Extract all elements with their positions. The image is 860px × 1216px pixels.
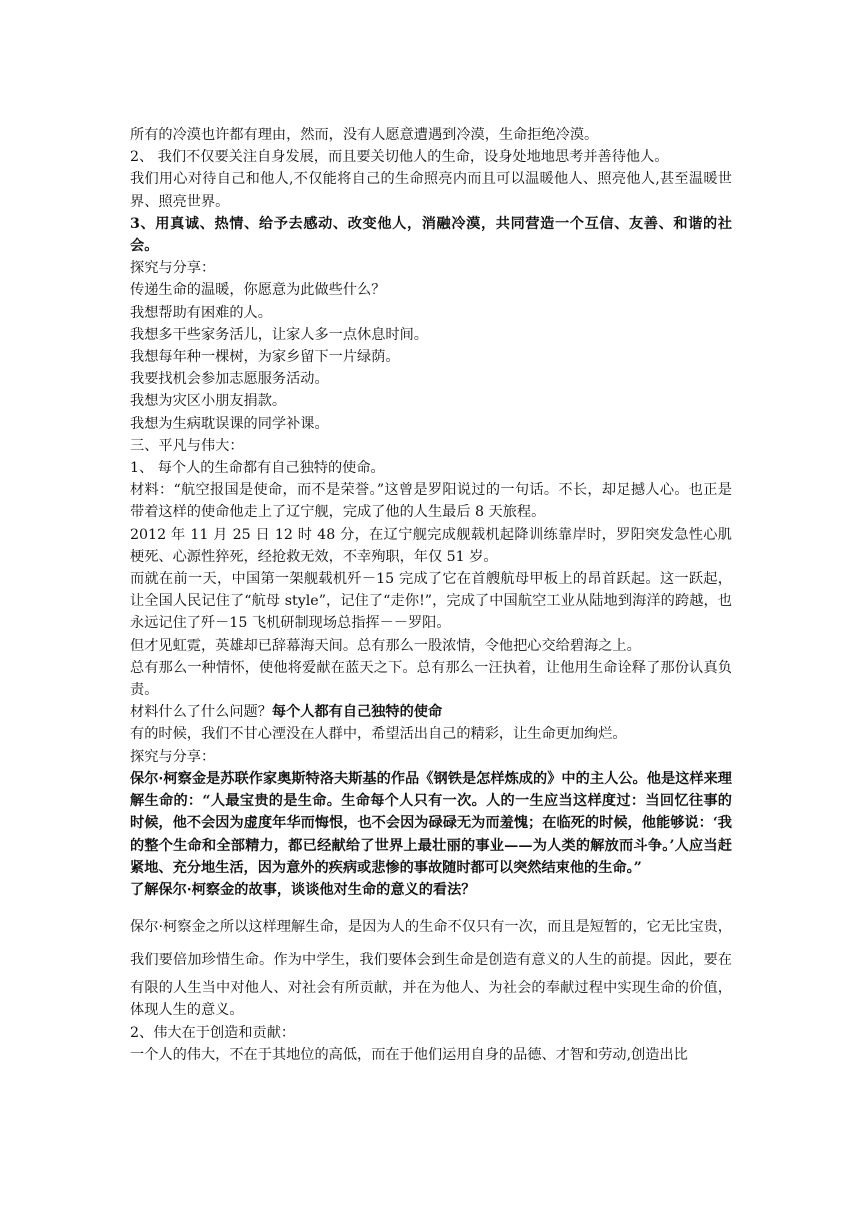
paragraph: 有的时候，我们不甘心湮没在人群中，希望活出自己的精彩，让生命更加绚烂。 bbox=[130, 726, 627, 743]
paragraph: 探究与分享： bbox=[130, 260, 216, 277]
paragraph: 我要找机会参加志愿服务活动。 bbox=[130, 371, 329, 388]
paragraph: 2012 年 11 月 25 日 12 时 48 分，在辽宁舰完成舰载机起降训练靠岸时，罗阳突发急性心肌梗死、心源性猝死，经抢救无效，不幸殉职，年仅 51 岁。 bbox=[130, 526, 732, 565]
section-heading: 三、平凡与伟大： bbox=[130, 437, 244, 454]
paragraph: 2、 我们不仅要关注自身发展，而且要关切他人的生命，设身处地地思考并善待他人。 bbox=[130, 149, 669, 166]
paragraph: 总有那么一种情怀，使他将爱献在蓝天之下。总有那么一汪执着，让他用生命诠释了那份认真负责。 bbox=[130, 659, 732, 699]
paragraph: 探究与分享： bbox=[130, 748, 216, 765]
paragraph: 1、 每个人的生命都有自己独特的使命。 bbox=[130, 460, 385, 477]
paragraph: 2、伟大在于创造和贡献： bbox=[130, 1024, 296, 1041]
paragraph: 我想为生病耽误课的同学补课。 bbox=[130, 415, 329, 432]
paragraph: 我想帮助有困难的人。 bbox=[130, 304, 272, 321]
paragraph-bold: 3、用真诚、热情、给予去感动、改变他人，消融冷漠，共同营造一个互信、友善、和谐的社会。 bbox=[130, 215, 732, 255]
paragraph: 我想多干些家务活儿，让家人多一点休息时间。 bbox=[130, 326, 428, 343]
answer-text-tall: 保尔·柯察金之所以这样理解生命，是因为人的生命不仅只有一次，而且是短暂的，它无比宝贵，我们要倍加珍惜生命。 bbox=[130, 919, 732, 969]
paragraph: 材料：“航空报国是使命，而不是荣誉。”这曾是罗阳说过的一句话。不长，却足撼人心。也正是带着这样的使命他走上了辽宁舰，完成了他的人生最后 8 天旅程。 bbox=[130, 482, 732, 521]
question-prefix: 材料什么了什么问题？ bbox=[130, 704, 272, 721]
paragraph: 一个人的伟大，不在于其地位的高低，而在于他们运用自身的品德、才智和劳动,创造出比 bbox=[130, 1046, 688, 1063]
paragraph-bold: 保尔·柯察金是苏联作家奥斯特洛夫斯基的作品《钢铁是怎样炼成的》中的主人公。他是这样来理解生命的：“人最宝贵的是生命。生命每个人只有一次。人的一生应当这样度过：当回忆往事的时候，他不会因为虚度年华而悔恨，也不会因为碌碌无为而羞愧；在临死的时候，他能够说：‘我的整个生命和全部精力，都已经献给了世界上最壮丽的事业——为人类的解放而斗争。’人应当赶紧地、充分地生活，因为意外的疾病或悲惨的事故随时都可以突然结束他的生命。” bbox=[130, 770, 732, 876]
paragraph: 传递生命的温暖，你愿意为此做些什么？ bbox=[130, 282, 386, 299]
answer-text: 作为中学生，我们要体会到生命是创造有意义的人生的前提。因此，要在有限的人生当中对他人、对社会有所贡献，并在为他人、为社会的奉献过程中实现生命的价值，体现人生的意义。 bbox=[130, 952, 732, 1019]
question-answer: 每个人都有自己独特的使命 bbox=[271, 704, 443, 721]
answer-paragraph bbox=[130, 911, 732, 1021]
paragraph: 我们用心对待自己和他人,不仅能将自己的生命照亮内而且可以温暖他人、照亮他人,甚至温暖世界、照亮世界。 bbox=[130, 171, 732, 210]
paragraph: 而就在前一天，中国第一架舰载机歼－15 完成了它在首艘航母甲板上的昂首跃起。这一跃起，让全国人民记住了“航母 style”，记住了“走你!”，完成了中国航空工业从陆地到海洋的跨越，也永远记住了歼－15 飞机研制现场总指挥－－罗阳。 bbox=[130, 571, 732, 632]
question-line bbox=[130, 701, 732, 723]
paragraph-bold: 了解保尔·柯察金的故事，谈谈他对生命的意义的看法？ bbox=[130, 881, 476, 898]
paragraph: 但才见虹霓，英雄却已辞幕海天间。总有那么一股浓情，令他把心交给碧海之上。 bbox=[130, 637, 641, 654]
paragraph: 所有的冷漠也许都有理由，然而，没有人愿意遭遇到冷漠，生命拒绝冷漠。 bbox=[130, 127, 599, 143]
paragraph: 我想每年种一棵树，为家乡留下一片绿荫。 bbox=[130, 349, 400, 366]
document-page bbox=[130, 124, 732, 1066]
paragraph: 我想为灾区小朋友捐款。 bbox=[130, 393, 287, 410]
